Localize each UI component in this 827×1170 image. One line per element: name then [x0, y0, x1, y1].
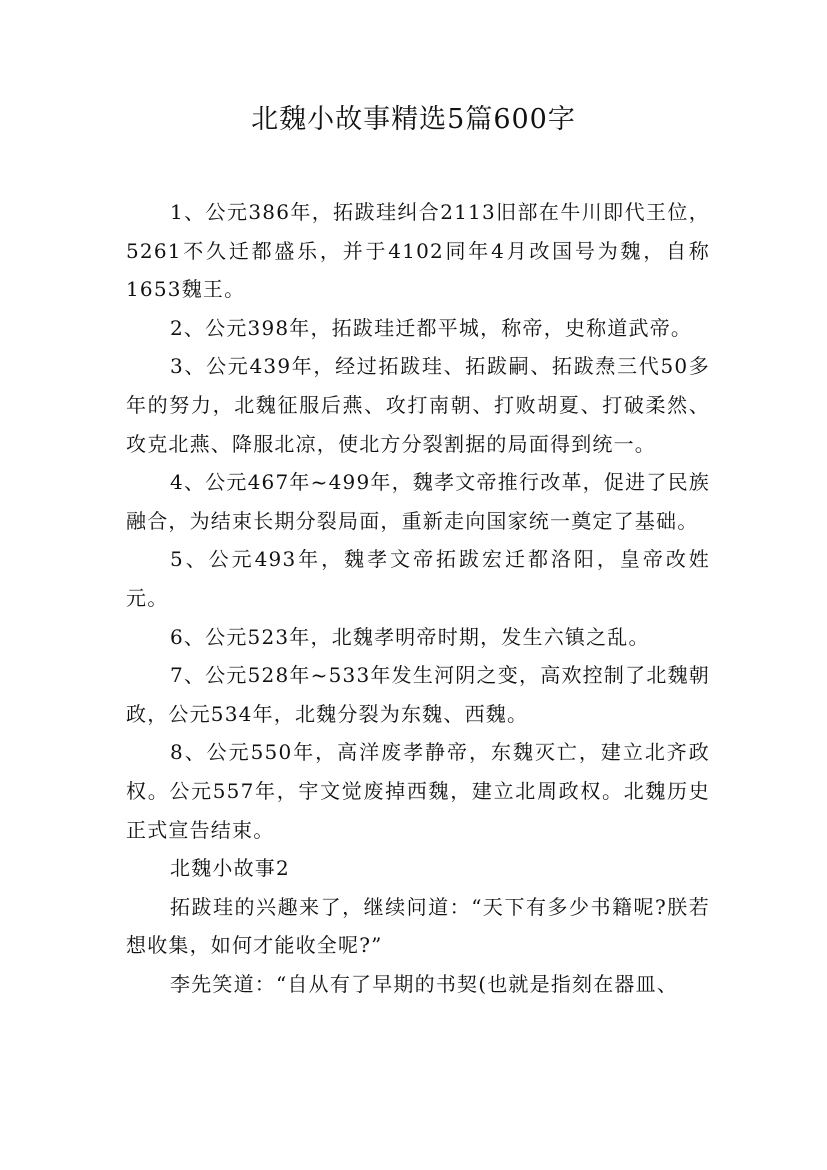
paragraph-5: 5、公元493年，魏孝文帝拓跋宏迁都洛阳，皇帝改姓元。 [126, 547, 710, 610]
paragraph-7: 7、公元528年~533年发生河阴之变，高欢控制了北魏朝政，公元534年，北魏分裂为东魏、西魏。 [126, 663, 710, 726]
paragraph-9: 拓跋珪的兴趣来了，继续问道：“天下有多少书籍呢?朕若想收集，如何才能收全呢?” [126, 894, 710, 958]
document-body [126, 193, 710, 1003]
paragraph-4: 4、公元467年~499年，魏孝文帝推行改革，促进了民族融合，为结束长期分裂局面，重新走向国家统一奠定了基础。 [126, 470, 710, 533]
paragraph-3: 3、公元439年，经过拓跋珪、拓跋嗣、拓跋焘三代50多年的努力，北魏征服后燕、攻打南朝、打败胡夏、打破柔然、攻克北燕、降服北凉，使北方分裂割据的局面得到统一。 [126, 354, 710, 456]
paragraph-6: 6、公元523年，北魏孝明帝时期，发生六镇之乱。 [170, 624, 650, 649]
section-heading-story-2: 北魏小故事2 [170, 856, 290, 881]
paragraph-1: 1、公元386年，拓跋珪纠合2113旧部在牛川即代王位，5261不久迁都盛乐，并于4102同年4月改国号为魏，自称1653魏王。 [126, 200, 710, 302]
paragraph-2: 2、公元398年，拓跋珪迁都平城，称帝，史称道武帝。 [170, 315, 693, 340]
paragraph-10: 李先笑道：“自从有了早期的书契(也就是指刻在器皿、 [170, 971, 679, 996]
page-title: 北魏小故事精选5篇600字 [251, 104, 576, 135]
paragraph-8: 8、公元550年，高洋废孝静帝，东魏灭亡，建立北齐政权。公元557年，宇文觉废掉西魏，建立北周政权。北魏历史正式宣告结束。 [126, 740, 710, 842]
